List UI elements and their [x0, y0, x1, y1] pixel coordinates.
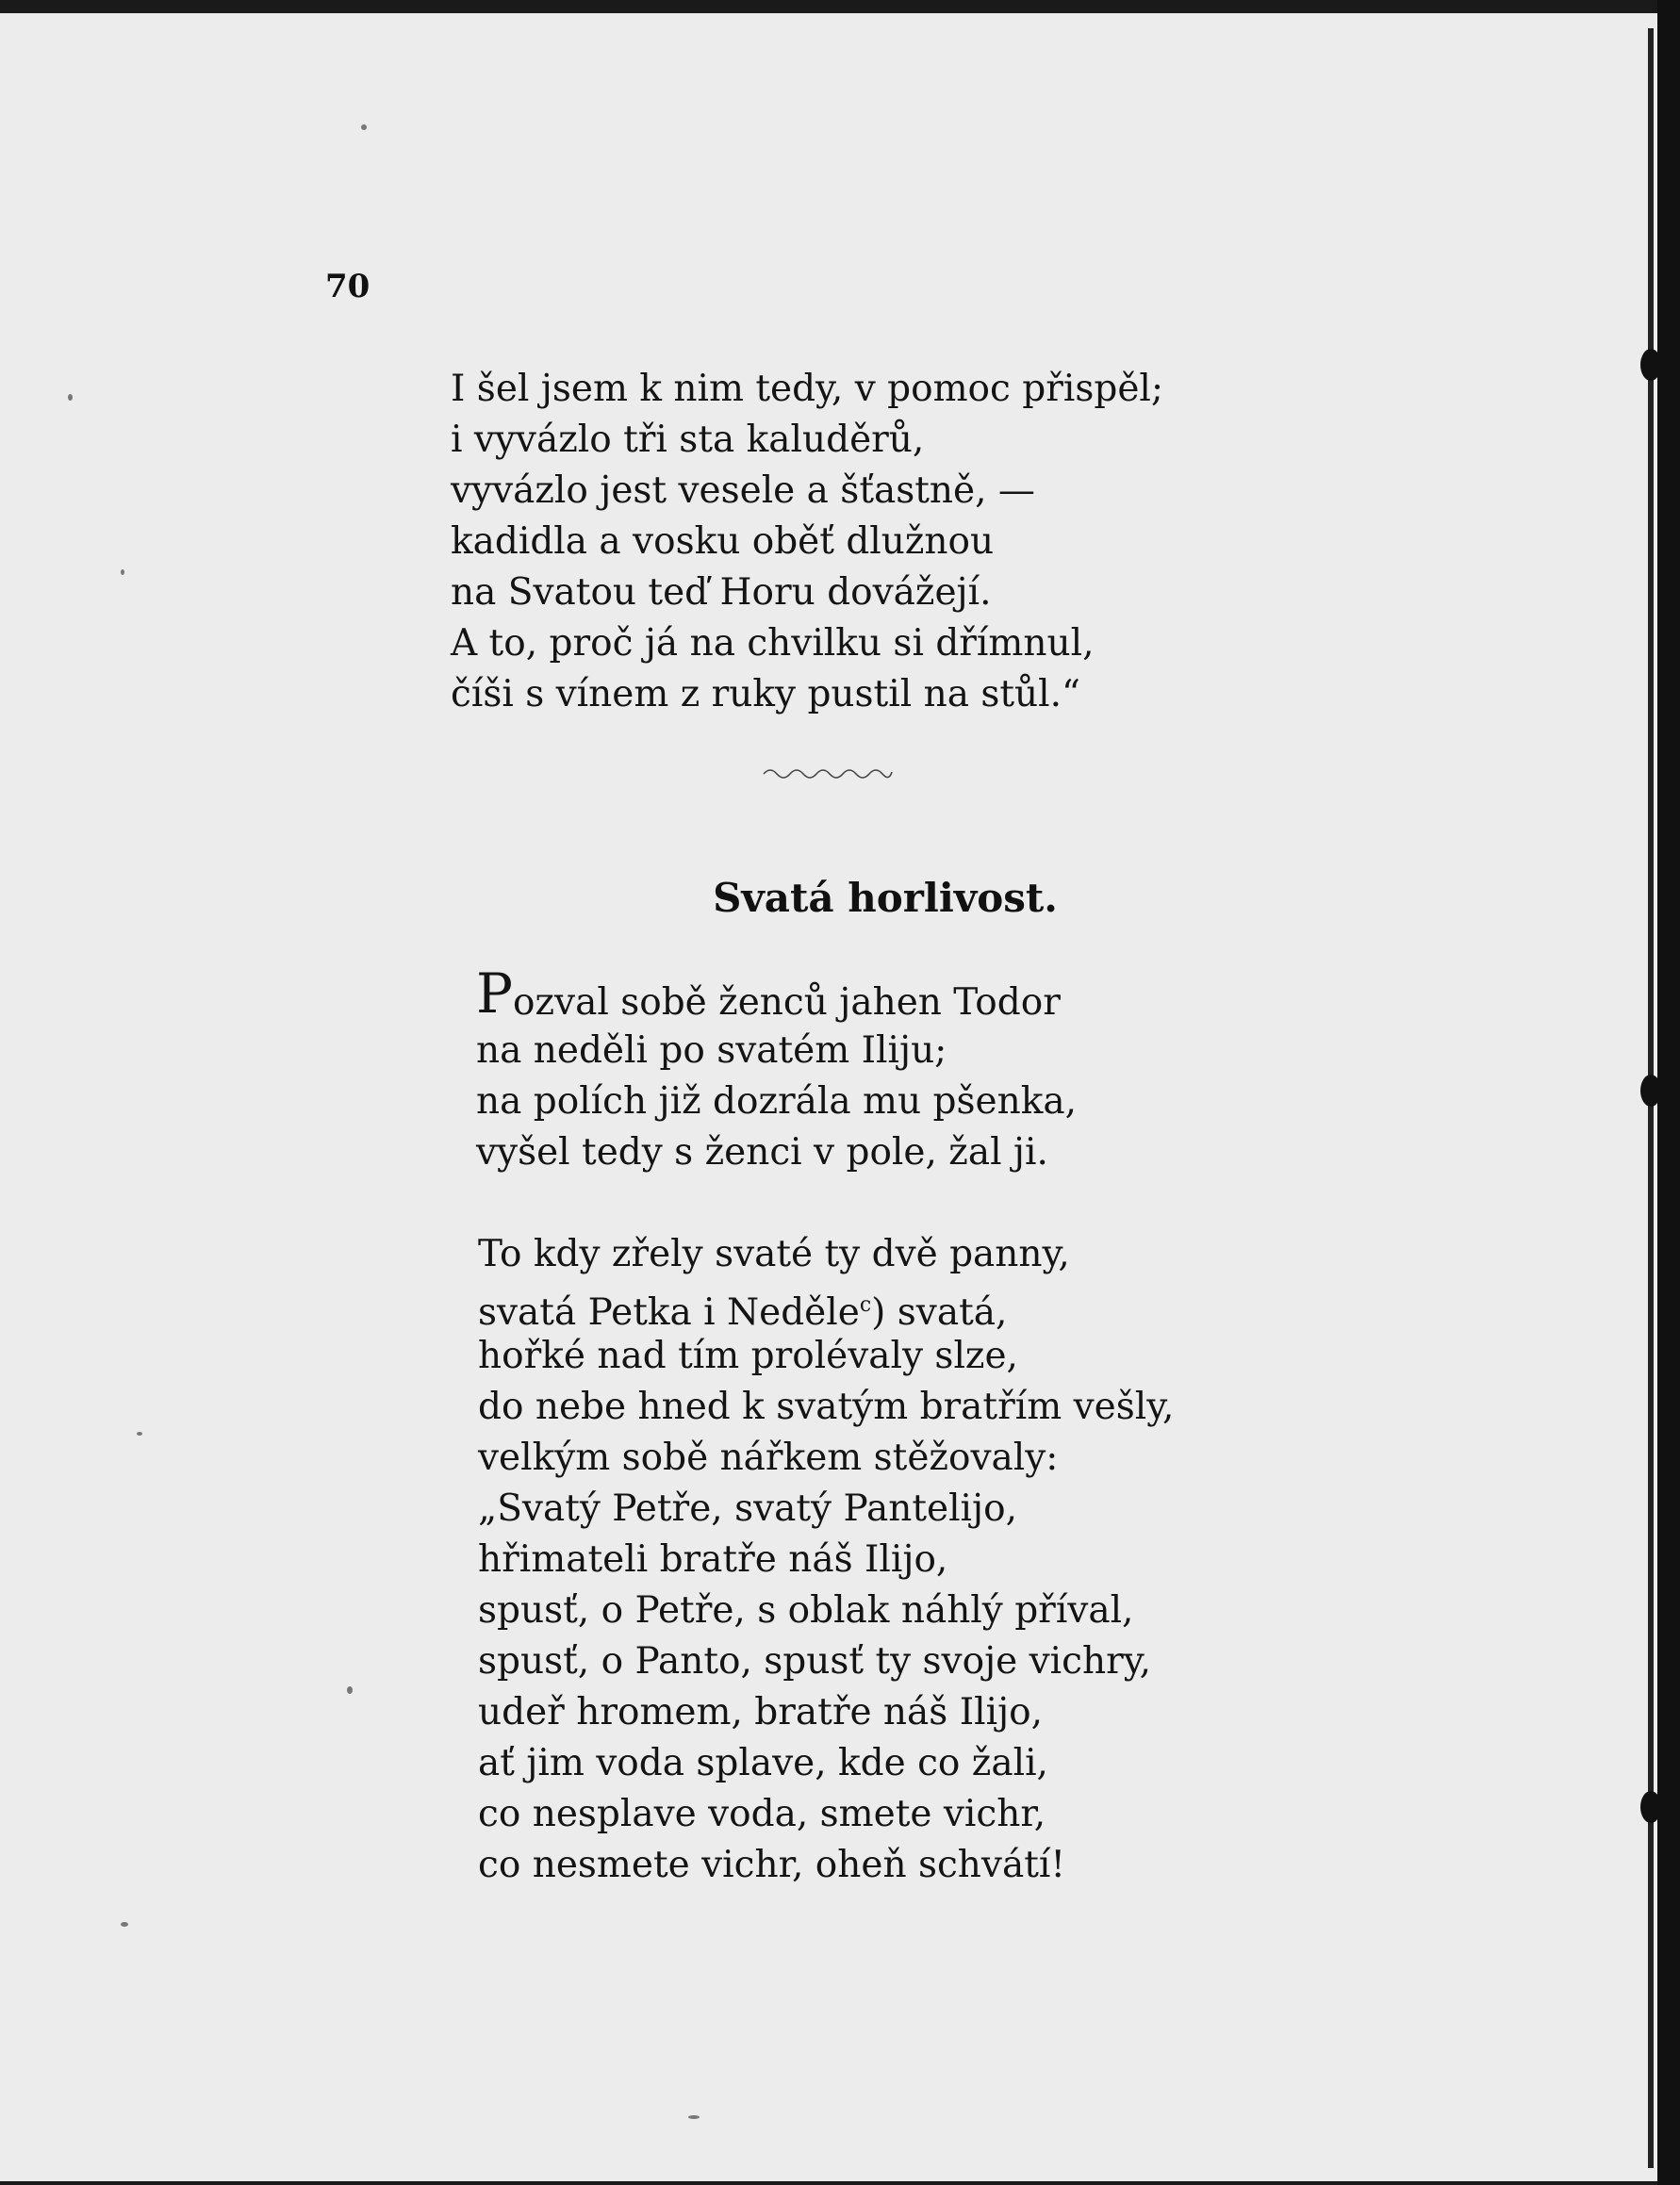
footnote-mark: c	[859, 1293, 872, 1317]
poem-line: na polích již dozrála mu pšenka,	[476, 1080, 1077, 1123]
poem-line: co nesplave voda, smete vichr,	[478, 1793, 1046, 1835]
poem-line-with-note	[478, 1280, 1174, 1334]
drop-cap: P	[476, 961, 514, 1026]
stanza-3	[478, 1229, 1174, 1891]
binding-mark	[1640, 1791, 1661, 1823]
stanza-1	[451, 364, 1163, 720]
line-text: svatá Petka i Neděle	[478, 1291, 860, 1334]
binding-mark	[1640, 349, 1661, 381]
poem-line: na neděli po svatém Iliju;	[476, 1029, 947, 1072]
poem-line: vyšel tedy s ženci v pole, žal ji.	[476, 1131, 1048, 1174]
stanza-2	[476, 961, 1077, 1178]
first-line-text: ozval sobě ženců jahen Todor	[513, 981, 1061, 1024]
poem-line: co nesmete vichr, oheň schvátí!	[478, 1844, 1066, 1886]
poem-line: vyvázlo jest vesele a šťastně, —	[451, 469, 1035, 512]
scan-speck	[121, 1922, 128, 1927]
poem-line: ať jim voda splave, kde co žali,	[478, 1742, 1048, 1784]
line-text: ) svatá,	[871, 1291, 1008, 1334]
poem-line: A to, proč já na chvilku si dřímnul,	[451, 622, 1095, 665]
wave-ornament	[762, 763, 894, 781]
poem-line: udeř hromem, bratře náš Ilijo,	[478, 1691, 1044, 1733]
scan-speck	[688, 2115, 700, 2119]
poem-line: spusť, o Panto, spusť ty svoje vichry,	[478, 1640, 1151, 1683]
poem-line: velkým sobě nářkem stěžovaly:	[478, 1437, 1059, 1479]
book-page	[0, 13, 1657, 2181]
poem-line-first	[476, 961, 1077, 1026]
poem-line: číši s vínem z ruky pustil na stůl.“	[451, 673, 1080, 715]
poem-line: hřimateli bratře náš Ilijo,	[478, 1538, 948, 1581]
poem-line: do nebe hned k svatým bratřím vešly,	[478, 1386, 1175, 1428]
poem-title: Svatá horlivost.	[713, 875, 1058, 921]
poem-line: spusť, o Petře, s oblak náhlý příval,	[478, 1589, 1134, 1632]
scan-speck	[121, 569, 124, 575]
binding-mark	[1640, 1075, 1661, 1107]
scan-speck	[68, 394, 73, 401]
poem-line: „Svatý Petře, svatý Pantelijo,	[478, 1487, 1017, 1530]
scan-speck	[347, 1686, 353, 1694]
poem-line: To kdy zřely svaté ty dvě panny,	[478, 1233, 1070, 1275]
scan-speck	[361, 124, 367, 130]
poem-line: na Svatou teď Horu dovážejí.	[451, 571, 992, 614]
poem-line: hořké nad tím prolévaly slze,	[478, 1335, 1018, 1377]
scan-speck	[137, 1432, 142, 1436]
poem-line: kadidla a vosku oběť dlužnou	[451, 520, 995, 563]
page-number: 70	[325, 268, 371, 305]
poem-line: i vyvázlo tři sta kaluděrů,	[451, 419, 925, 461]
poem-line: I šel jsem k nim tedy, v pomoc přispěl;	[451, 368, 1164, 410]
